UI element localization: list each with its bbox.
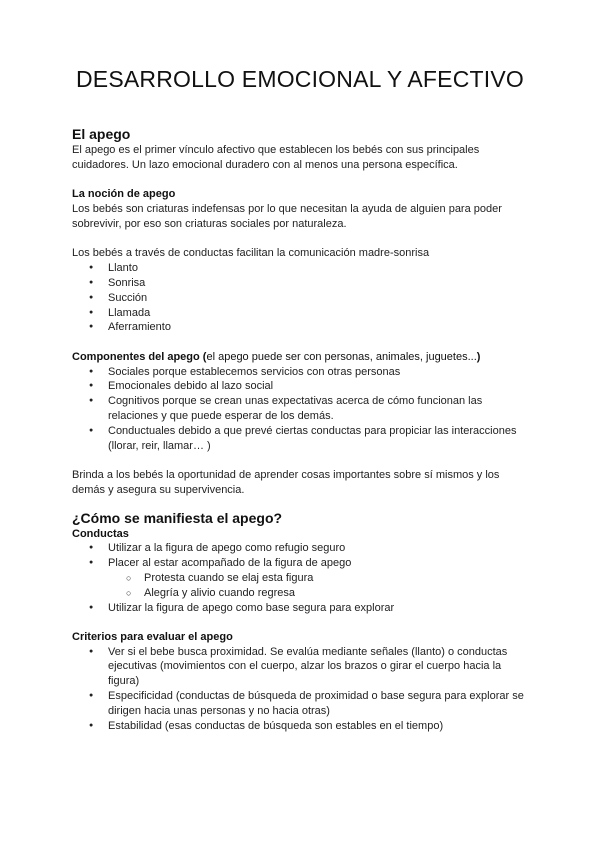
section-heading-apego: El apego: [72, 126, 131, 142]
list-item: ● Succión: [72, 291, 528, 306]
list-item: ● Aferramiento: [72, 320, 528, 335]
heading-normal-part: el apego puede ser con personas, animales, juguetes...: [206, 350, 477, 363]
list-item: ● Sonrisa: [72, 276, 528, 291]
section-heading-componentes: [72, 350, 528, 365]
paragraph-brinda: Brinda a los bebés la oportunidad de aprender cosas importantes sobre sí mismos y los demás y asegura su supervivencia.: [72, 469, 500, 496]
list-item: ● Especificidad (conductas de búsqueda de proximidad o base segura para explorar se dirigen hacia unas personas y no hacia otras): [72, 689, 528, 719]
paragraph-nocion: Los bebés son criaturas indefensas por lo que necesitan la ayuda de alguien para poder sobrevivir, por eso son criaturas sociales por naturaleza.: [72, 202, 502, 230]
conductas-list: [72, 261, 528, 335]
subheading-conductas: Conductas: [72, 527, 129, 540]
list-item: ● Utilizar la figura de apego como base segura para explorar: [72, 601, 528, 616]
heading-bold-part: Componentes del apego (: [72, 350, 207, 363]
document-title: DESARROLLO EMOCIONAL Y AFECTIVO: [75, 66, 524, 92]
paragraph-conductas-intro: Los bebés a través de conductas facilitan la comunicación madre-sonrisa: [72, 247, 430, 260]
section-heading-manifiesta: ¿Cómo se manifiesta el apego?: [72, 509, 283, 526]
list-item: ● Emocionales debido al lazo social: [72, 379, 528, 394]
list-item: ● Cognitivos porque se crean unas expectativas acerca de cómo funcionan las relaciones y que puede esperar de los demás.: [72, 394, 528, 424]
list-item: ● Sociales porque establecemos servicios con otras personas: [72, 365, 528, 380]
list-item: ● Estabilidad (esas conductas de búsqueda son estables en el tiempo): [72, 719, 528, 734]
section-heading-criterios: Criterios para evaluar el apego: [72, 631, 233, 644]
heading-close-part: ): [476, 350, 481, 363]
criterios-list: [72, 645, 528, 734]
list-item: ● Utilizar a la figura de apego como refugio seguro: [72, 541, 528, 556]
list-item: ● Llamada: [72, 306, 528, 321]
section-heading-nocion: La noción de apego: [72, 188, 176, 201]
list-item: ● Ver si el bebe busca proximidad. Se evalúa mediante señales (llanto) o conductas ejecutivas (movimientos con el cuerpo, alzar los brazos o girar el cuerpo hacia la figura): [72, 645, 528, 689]
sublist-item: ○ Protesta cuando se elaj esta figura: [72, 571, 528, 586]
componentes-list: [72, 365, 528, 454]
manifiesta-sublist: [72, 571, 528, 601]
paragraph-apego: El apego es el primer vínculo afectivo que establecen los bebés con sus principales cuidadores. Un lazo emocional duradero con al menos una persona específica.: [72, 144, 480, 171]
manifiesta-list-cont: [72, 601, 528, 616]
manifiesta-list: [72, 541, 528, 571]
list-item: ● Llanto: [72, 261, 528, 276]
sublist-item: ○ Alegría y alivio cuando regresa: [72, 586, 528, 601]
list-item: ● Placer al estar acompañado de la figura de apego: [72, 556, 528, 571]
list-item: ● Conductuales debido a que prevé ciertas conductas para propiciar las interacciones (llorar, reir, llamar… ): [72, 424, 528, 454]
